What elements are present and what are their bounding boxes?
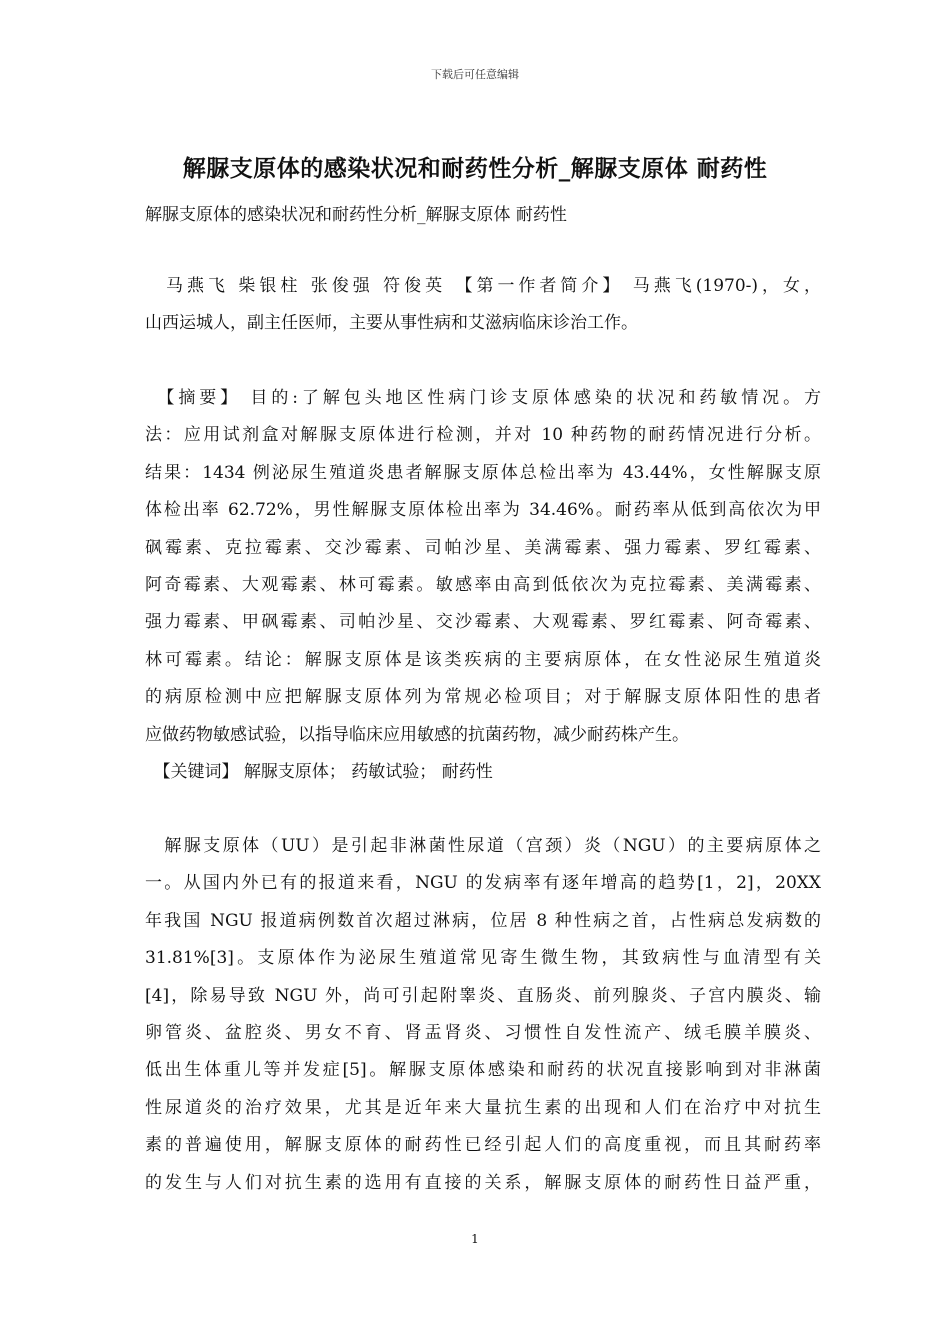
abstract-line: 应做药物敏感试验，以指导临床应用敏感的抗菌药物，减少耐药株产生。 [145,724,689,745]
page-number: 1 [471,1232,479,1246]
document-title: 解脲支原体的感染状况和耐药性分析_解脲支原体 耐药性 [182,156,768,182]
abstract-line: 砜霉素、克拉霉素、交沙霉素、司帕沙星、美满霉素、强力霉素、罗红霉素、 [145,537,821,558]
body-line: 一。从国内外已有的报道来看，NGU 的发病率有逐年增高的趋势[1，2]，20XX [145,873,821,894]
abstract-line: 法：应用试剂盒对解脲支原体进行检测，并对 10 种药物的耐药情况进行分析。 [145,425,821,446]
body-line: 年我国 NGU 报道病例数首次超过淋病，位居 8 种性病之首，占性病总发病数的 [145,910,821,931]
body-paragraph [145,828,821,1202]
page-header: 下载后可任意编辑 [431,68,519,81]
authors-line: 山西运城人，副主任医师，主要从事性病和艾滋病临床诊治工作。 [145,313,638,334]
authors-paragraph [145,268,821,343]
abstract-line: 结果：1434 例泌尿生殖道炎患者解脲支原体总检出率为 43.44%，女性解脲支原 [145,462,821,483]
body-line: 卵管炎、盆腔炎、男女不育、肾盂肾炎、习惯性自发性流产、绒毛膜羊膜炎、 [145,1022,821,1043]
abstract-line: 体检出率 62.72%，男性解脲支原体检出率为 34.46%。耐药率从低到高依次为甲 [145,500,821,521]
body-line: 低出生体重儿等并发症[5]。解脲支原体感染和耐药的状况直接影响到对非淋菌 [145,1060,821,1081]
body-line: 的发生与人们对抗生素的选用有直接的关系，解脲支原体的耐药性日益严重， [145,1172,821,1193]
abstract-line: 林可霉素。结论：解脲支原体是该类疾病的主要病原体，在女性泌尿生殖道炎 [145,649,821,670]
abstract-paragraph [145,380,821,791]
body-line: 31.81%[3]。支原体作为泌尿生殖道常见寄生微生物，其致病性与血清型有关 [145,948,821,969]
body-line: 性尿道炎的治疗效果，尤其是近年来大量抗生素的出现和人们在治疗中对抗生 [145,1097,821,1118]
keywords-line: 【关键词】 解脲支原体； 药敏试验； 耐药性 [145,761,493,782]
abstract-line: 强力霉素、甲砜霉素、司帕沙星、交沙霉素、大观霉素、罗红霉素、阿奇霉素、 [145,612,821,633]
body-line: 解脲支原体（UU）是引起非淋菌性尿道（宫颈）炎（NGU）的主要病原体之 [145,836,821,856]
abstract-line: 阿奇霉素、大观霉素、林可霉素。敏感率由高到低依次为克拉霉素、美满霉素、 [145,574,821,595]
document-subtitle: 解脲支原体的感染状况和耐药性分析_解脲支原体 耐药性 [145,205,567,225]
body-line: [4]，除易导致 NGU 外，尚可引起附睾炎、直肠炎、前列腺炎、子宫内膜炎、输 [145,985,821,1006]
abstract-line: 【摘要】 目的:了解包头地区性病门诊支原体感染的状况和药敏情况。方 [145,388,821,408]
abstract-line: 的病原检测中应把解脲支原体列为常规必检项目；对于解脲支原体阳性的患者 [145,687,821,708]
authors-line: 马燕飞 柴银柱 张俊强 符俊英 【第一作者简介】 马燕飞(1970-)，女， [145,276,821,296]
body-line: 素的普遍使用，解脲支原体的耐药性已经引起人们的高度重视，而且其耐药率 [145,1135,821,1156]
